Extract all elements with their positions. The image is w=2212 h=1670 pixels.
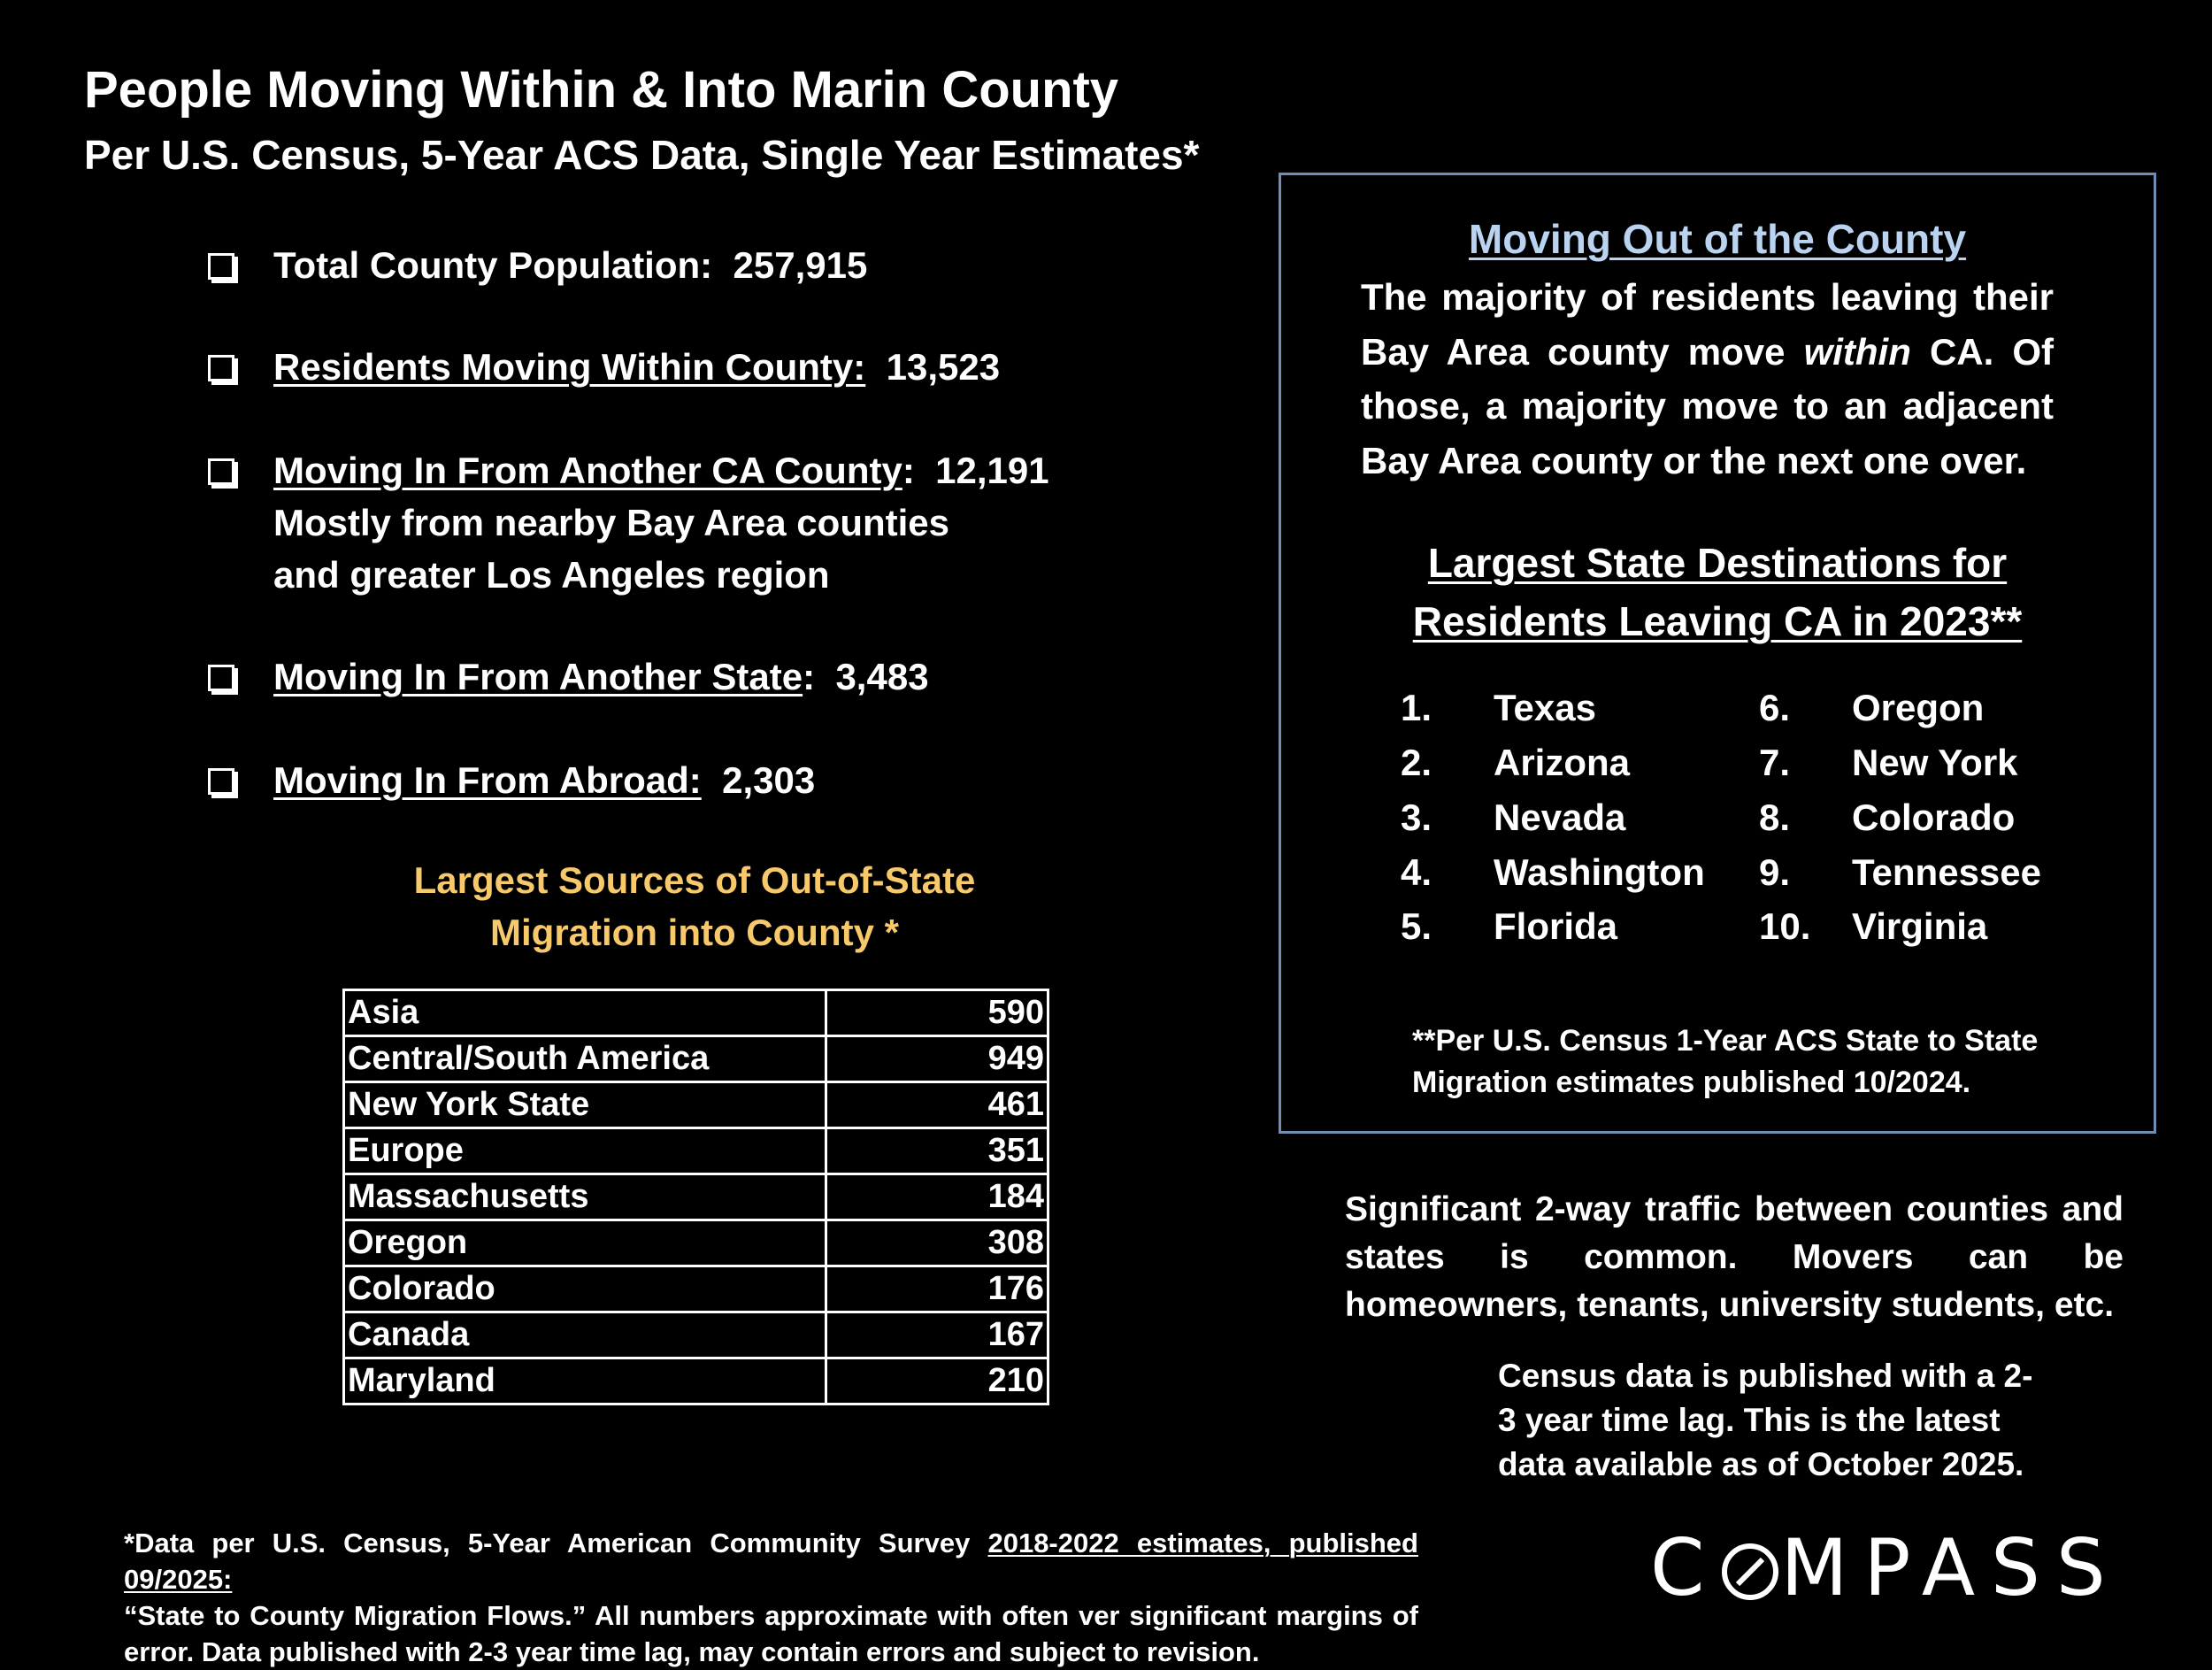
bullet-label: Moving In From Another CA County	[273, 450, 902, 491]
table-row	[344, 1312, 1048, 1358]
destinations-title	[1281, 534, 2154, 650]
footnote-line: error. Data published with 2-3 year time lag, may contain errors and subject to revision.	[124, 1636, 1260, 1667]
page-title: People Moving Within & Into Marin County	[84, 61, 1119, 119]
source-name: Europe	[344, 1128, 826, 1174]
panel-footnote-line: **Per U.S. Census 1-Year ACS State to State	[1412, 1024, 2039, 1058]
bullet-note: Mostly from nearby Bay Area counties	[273, 502, 949, 543]
logo-text: C	[1650, 1522, 1721, 1613]
bullet-from-abroad	[208, 754, 815, 806]
source-name: Colorado	[344, 1266, 826, 1312]
sources-title-line: Migration into County *	[490, 912, 899, 953]
sources-table	[342, 989, 1049, 1405]
panel-body-text: CA. Of	[1929, 330, 2055, 373]
panel-body-line: The majority of residents leaving their	[1361, 276, 2054, 318]
checkbox-icon	[208, 355, 234, 381]
bullet-label: Moving In From Another State	[273, 656, 803, 697]
checkbox-icon	[208, 458, 234, 485]
destination-rank: 10.	[1759, 905, 1811, 947]
source-value: 210	[826, 1358, 1048, 1404]
destination-rank: 3.	[1401, 797, 1432, 838]
destination-state: Colorado	[1852, 797, 2016, 838]
source-value: 308	[826, 1220, 1048, 1266]
checkbox-icon	[208, 768, 234, 795]
source-name: New York State	[344, 1082, 826, 1128]
time-lag-note	[1498, 1354, 2032, 1487]
destination-state: Tennessee	[1852, 851, 2041, 893]
bullet-value: 3,483	[835, 656, 929, 697]
destination-rank: 7.	[1759, 742, 1791, 783]
sources-title	[354, 854, 1035, 958]
panel-body-line	[1361, 325, 2054, 380]
destination-state: Florida	[1494, 905, 1618, 947]
footnote-line: “State to County Migration Flows.” All numbers approximate with often ver significant margins of	[124, 1600, 1418, 1631]
bullet-from-another-state: Moving In From Another State: 3,483	[208, 650, 929, 703]
destination-rank: 9.	[1759, 851, 1791, 893]
destination-state: Virginia	[1852, 905, 1988, 947]
source-value: 351	[826, 1128, 1048, 1174]
destination-rank: 6.	[1759, 687, 1791, 728]
destination-rank: 1.	[1401, 687, 1432, 728]
table-row	[344, 1220, 1048, 1266]
bullet-label: Moving In From Abroad:	[273, 759, 702, 801]
destination-rank: 5.	[1401, 905, 1432, 947]
bullet-from-ca-county: Moving In From Another CA County: 12,191 Mostly from nearby Bay Area counties and greater Los Angeles region	[208, 444, 1049, 601]
destination-rank: 8.	[1759, 797, 1791, 838]
source-name: Oregon	[344, 1220, 826, 1266]
destinations-title-line: Largest State Destinations for	[1427, 540, 2008, 586]
checkbox-icon	[208, 253, 234, 280]
traffic-note-line: Significant 2-way traffic between counties and	[1345, 1190, 2124, 1228]
footnote-date-link: 2018-2022 estimates, published 09/2025:	[124, 1528, 1418, 1595]
table-row	[344, 1266, 1048, 1312]
destination-state: Texas	[1494, 687, 1596, 728]
source-name: Maryland	[344, 1358, 826, 1404]
table-row	[344, 990, 1048, 1036]
destination-state: Washington	[1494, 851, 1705, 893]
source-value: 590	[826, 990, 1048, 1036]
source-name: Massachusetts	[344, 1174, 826, 1220]
source-value: 184	[826, 1174, 1048, 1220]
table-row	[344, 1174, 1048, 1220]
destinations-title-line: Residents Leaving CA in 2023**	[1412, 598, 2023, 644]
bullet-moving-within	[208, 341, 1000, 393]
bullet-value: 257,915	[733, 244, 868, 286]
traffic-note-line: states is common. Movers can be	[1345, 1238, 2124, 1276]
source-value: 176	[826, 1266, 1048, 1312]
destination-state: New York	[1852, 742, 2018, 783]
panel-body-line: those, a majority move to an adjacent	[1361, 385, 2054, 427]
table-row	[344, 1358, 1048, 1404]
footnote-text: *Data per U.S. Census, 5-Year American Community Survey	[124, 1528, 971, 1558]
source-name: Canada	[344, 1312, 826, 1358]
destination-rank: 4.	[1401, 851, 1432, 893]
checkbox-icon	[208, 665, 234, 691]
destination-state: Oregon	[1852, 687, 1985, 728]
destination-state: Nevada	[1494, 797, 1626, 838]
sources-title-line: Largest Sources of Out-of-State	[413, 859, 976, 901]
bullet-note: and greater Los Angeles region	[273, 554, 830, 596]
footnote-line	[124, 1525, 1418, 1597]
panel-body-line: Bay Area county or the next one over.	[1361, 439, 2027, 481]
time-lag-line: 3 year time lag. This is the latest	[1498, 1402, 2001, 1438]
destination-state: Arizona	[1494, 742, 1631, 783]
table-row	[344, 1128, 1048, 1174]
source-value: 949	[826, 1036, 1048, 1082]
table-row	[344, 1082, 1048, 1128]
bullet-label: Total County Population:	[273, 244, 713, 286]
time-lag-line: data available as of October 2025.	[1498, 1446, 2024, 1482]
traffic-note-line: homeowners, tenants, university students, etc.	[1345, 1286, 2115, 1324]
bullet-total-population	[208, 239, 867, 291]
source-value: 461	[826, 1082, 1048, 1128]
moving-out-panel	[1279, 173, 2156, 1134]
compass-o-icon	[1720, 1542, 1780, 1602]
panel-body-emphasis: within	[1803, 330, 1911, 373]
page-subtitle: Per U.S. Census, 5-Year ACS Data, Single Year Estimates*	[84, 132, 1200, 178]
panel-footnote	[1412, 1020, 2038, 1104]
traffic-note	[1345, 1186, 2124, 1329]
bullet-value: 12,191	[935, 450, 1049, 491]
bullet-value: 13,523	[886, 346, 1001, 388]
time-lag-line: Census data is published with a 2-	[1498, 1358, 2033, 1394]
footnote	[124, 1525, 1418, 1670]
bullet-label: Residents Moving Within County:	[273, 346, 866, 388]
compass-logo	[1650, 1522, 2122, 1613]
panel-footnote-line: Migration estimates published 10/2024.	[1412, 1066, 1971, 1099]
source-value: 167	[826, 1312, 1048, 1358]
destination-rank: 2.	[1401, 742, 1432, 783]
panel-body-text: Bay Area county move	[1361, 330, 1786, 373]
panel-heading: Moving Out of the County	[1468, 216, 1967, 262]
source-name: Central/South America	[344, 1036, 826, 1082]
bullet-value: 2,303	[722, 759, 816, 801]
table-row	[344, 1036, 1048, 1082]
source-name: Asia	[344, 990, 826, 1036]
logo-text: MPASS	[1780, 1522, 2122, 1613]
panel-body	[1361, 270, 2054, 488]
